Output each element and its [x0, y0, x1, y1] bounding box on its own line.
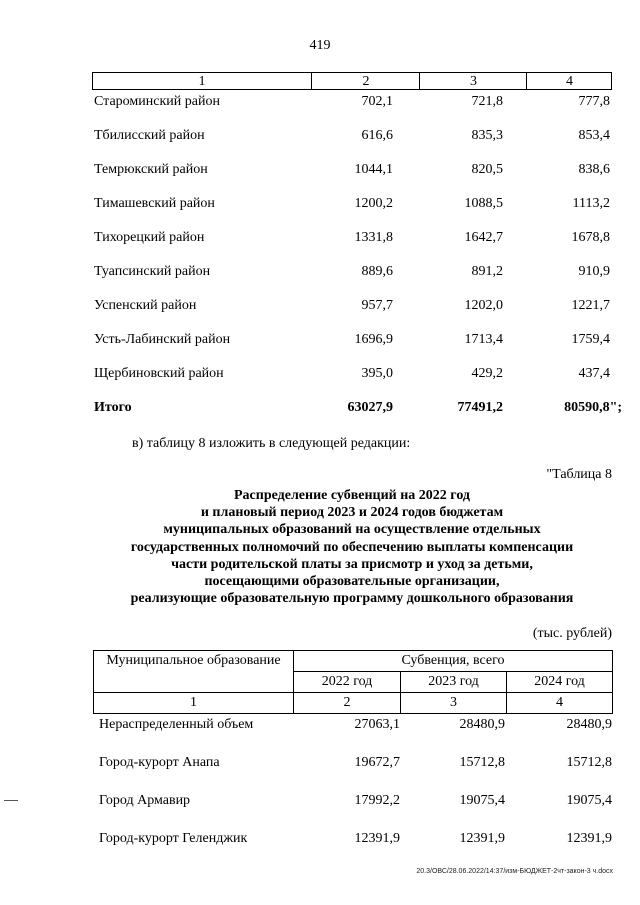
- table-border: [93, 650, 613, 651]
- value-2022: 395,0: [361, 366, 393, 381]
- units-note: (тыс. рублей): [532, 626, 612, 641]
- table1-row: [92, 93, 612, 111]
- table-label: "Таблица 8: [546, 467, 612, 482]
- header-number-1: 1: [190, 695, 197, 710]
- title-line: муниципальных образований на осуществление отдельных: [163, 522, 541, 538]
- municipality-name: Город-курорт Анапа: [99, 755, 220, 770]
- value-2024: 853,4: [578, 128, 610, 143]
- district-name: Тихорецкий район: [94, 230, 205, 245]
- value-2023: 429,2: [471, 366, 503, 381]
- value-2022: 17992,2: [354, 793, 400, 808]
- title-line: государственных полномочий по обеспечению выплаты компенсации: [130, 539, 574, 555]
- table-border: [293, 671, 613, 672]
- value-2022: 27063,1: [354, 717, 400, 732]
- district-name: Щербиновский район: [94, 366, 224, 381]
- table1-row: [92, 365, 612, 383]
- value-2022: 616,6: [361, 128, 393, 143]
- value-2024: 12391,9: [566, 831, 612, 846]
- title-line: реализующие образовательную программу дошкольного образования: [130, 591, 574, 607]
- value-2022: 957,7: [361, 298, 393, 313]
- table-border: [612, 650, 613, 714]
- table1-header-col1: 1: [198, 74, 206, 89]
- header-number-4: 4: [556, 695, 563, 710]
- table1-row: [92, 127, 612, 145]
- municipality-name: Нераспределенный объем: [99, 717, 254, 732]
- table1-header-col3: 3: [419, 73, 527, 90]
- value-2022: 12391,9: [354, 831, 400, 846]
- value-2022: 1044,1: [354, 162, 393, 177]
- intro-paragraph: в) таблицу 8 изложить в следующей редакции:: [132, 436, 411, 451]
- table1-header-col4: 4: [526, 73, 612, 90]
- total-label: Итого: [94, 400, 132, 415]
- margin-mark: [4, 800, 18, 801]
- table1-total-row: [92, 399, 622, 417]
- total-2023: 77491,2: [457, 400, 503, 415]
- value-2023: 1642,7: [464, 230, 503, 245]
- district-name: Усть-Лабинский район: [94, 332, 231, 347]
- value-2023: 835,3: [471, 128, 503, 143]
- value-2022: 702,1: [361, 94, 393, 109]
- value-2024: 1759,4: [571, 332, 610, 347]
- district-name: Тбилисский район: [94, 128, 205, 143]
- value-2023: 721,8: [471, 94, 503, 109]
- value-2022: 1331,8: [354, 230, 393, 245]
- value-2022: 889,6: [361, 264, 393, 279]
- municipality-name: Город Армавир: [99, 793, 191, 808]
- table1-row: [92, 161, 612, 179]
- value-2024: 15712,8: [566, 755, 612, 770]
- value-2024: 838,6: [578, 162, 610, 177]
- district-name: Тимашевский район: [94, 196, 215, 211]
- total-2024: 80590,8";: [564, 400, 622, 415]
- value-2024: 777,8: [578, 94, 610, 109]
- municipality-name: Город-курорт Геленджик: [99, 831, 248, 846]
- value-2023: 1713,4: [464, 332, 503, 347]
- table1-header-row: [92, 72, 612, 90]
- footer-filename: 20.3/ОВС/28.06.2022/14:37/изм-БЮДЖЕТ-2чт-закон-3 ч.docx: [416, 868, 613, 875]
- district-name: Староминский район: [94, 94, 220, 109]
- table-title: [92, 487, 612, 607]
- page-number: 419: [309, 38, 331, 53]
- district-name: Туапсинский район: [94, 264, 211, 279]
- table-border: [93, 692, 613, 693]
- table8-row: [93, 830, 613, 848]
- table1-row: [92, 195, 612, 213]
- value-2023: 820,5: [471, 162, 503, 177]
- district-name: Темрюкский район: [94, 162, 208, 177]
- header-year-2022: 2022 год: [321, 674, 373, 689]
- header-subvention-total: Субвенция, всего: [401, 653, 505, 668]
- header-number-2: 2: [343, 695, 351, 710]
- header-year-2023: 2023 год: [428, 674, 479, 689]
- table8-header: [93, 650, 613, 714]
- table1-row: [92, 331, 612, 349]
- table1-header-col2: 2: [311, 73, 420, 90]
- value-2023: 1202,0: [464, 298, 503, 313]
- value-2023: 28480,9: [459, 717, 505, 732]
- table8-row: [93, 792, 613, 810]
- value-2024: 1113,2: [572, 196, 610, 211]
- title-line: Распределение субвенций на 2022 год: [234, 488, 470, 503]
- value-2023: 12391,9: [459, 831, 505, 846]
- title-line: и плановый период 2023 и 2024 годов бюджетам: [200, 505, 504, 521]
- value-2024: 1221,7: [571, 298, 610, 313]
- total-2022: 63027,9: [347, 400, 393, 415]
- value-2023: 19075,4: [459, 793, 505, 808]
- value-2024: 19075,4: [566, 793, 612, 808]
- header-municipality: Муниципальное образование: [106, 653, 281, 668]
- table1-row: [92, 229, 612, 247]
- value-2023: 891,2: [471, 264, 503, 279]
- title-line: посещающими образовательные организации,: [204, 574, 500, 590]
- value-2022: 19672,7: [354, 755, 400, 770]
- header-number-3: 3: [450, 695, 457, 710]
- title-line: части родительской платы за присмотр и уход за детьми,: [171, 556, 533, 572]
- table1-row: [92, 297, 612, 315]
- table8-row: [93, 754, 613, 772]
- value-2022: 1200,2: [354, 196, 393, 211]
- header-year-2024: 2024 год: [534, 674, 585, 689]
- value-2024: 910,9: [578, 264, 610, 279]
- value-2023: 15712,8: [459, 755, 505, 770]
- district-name: Успенский район: [94, 298, 197, 313]
- value-2022: 1696,9: [354, 332, 393, 347]
- value-2024: 437,4: [578, 366, 610, 381]
- table-border: [93, 713, 613, 714]
- table1-row: [92, 263, 612, 281]
- value-2023: 1088,5: [464, 196, 503, 211]
- value-2024: 28480,9: [566, 717, 612, 732]
- table8-row: [93, 716, 613, 734]
- value-2024: 1678,8: [571, 230, 610, 245]
